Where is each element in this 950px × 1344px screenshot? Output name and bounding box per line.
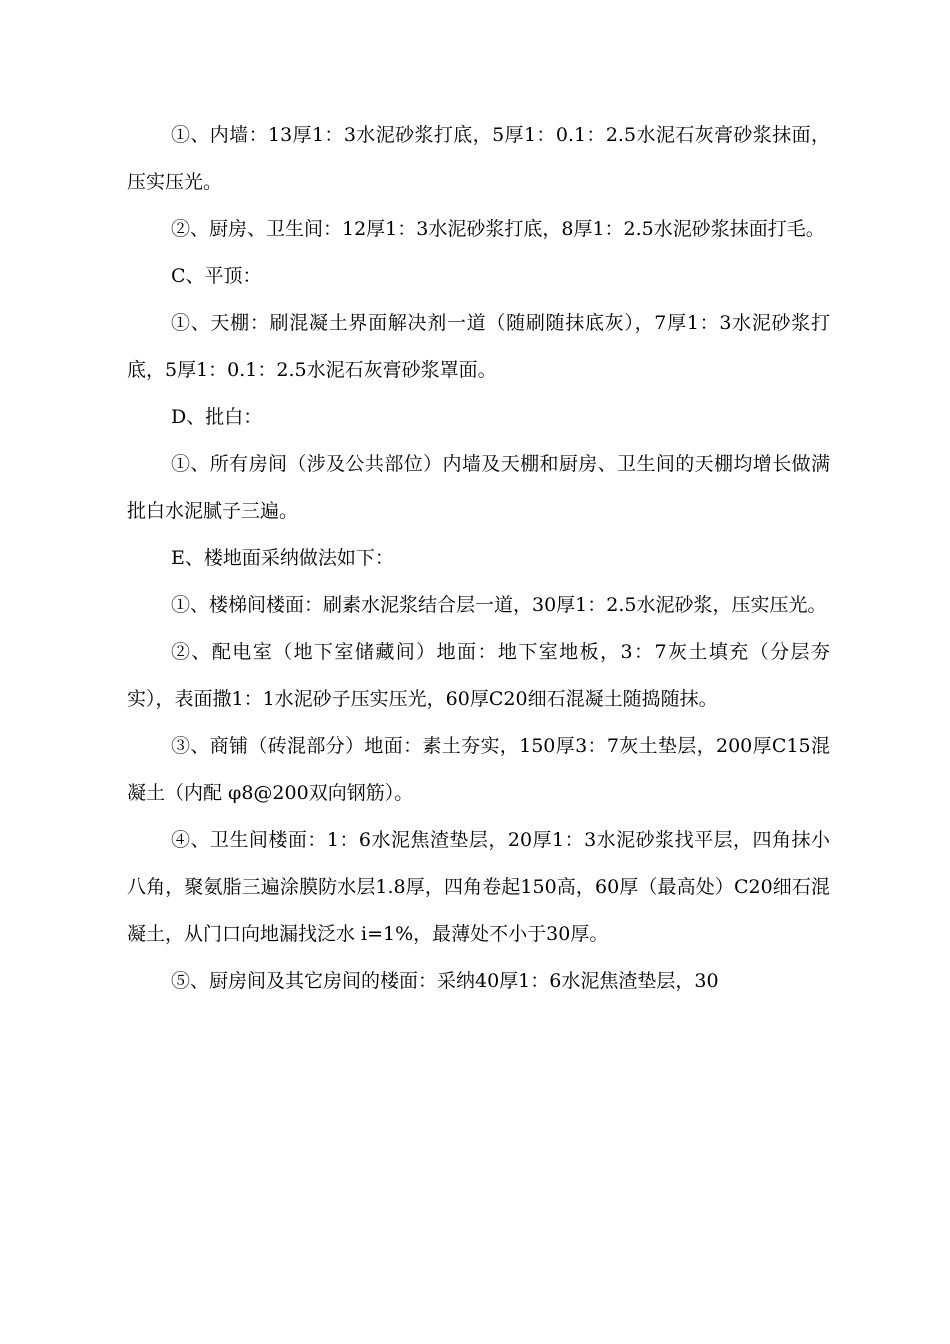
paragraph-stairwell-floor: ①、楼梯间楼面：刷素水泥浆结合层一道，30厚1：2.5水泥砂浆，压实压光。 <box>171 594 827 616</box>
paragraph-power-room-floor: ②、配电室（地下室储藏间）地面：地下室地板，3：7灰土填充（分层夯实），表面撒1：1水泥砂子压实压光，60厚C20细石混凝土随捣随抹。 <box>127 641 830 710</box>
paragraph-kitchen-floor: ⑤、厨房间及其它房间的楼面：采纳40厚1：6水泥焦渣垫层，30 <box>171 970 719 992</box>
section-heading-whitewash: D、批白： <box>171 406 263 428</box>
section-heading-floors: E、楼地面采纳做法如下： <box>171 547 394 569</box>
paragraph-bathroom-floor: ④、卫生间楼面：1：6水泥焦渣垫层，20厚1：3水泥砂浆找平层，四角抹小八角，聚氨脂三遍涂膜防水层1.8厚，四角卷起150高，60厚（最高处）C20细石混凝土，从门口向地漏找泛水 i=1%，最薄处不小于30厚。 <box>127 829 830 945</box>
section-heading-ceiling: C、平顶： <box>171 265 262 287</box>
paragraph-ceiling: ①、天棚：刷混凝土界面解决剂一道（随刷随抹底灰），7厚1：3水泥砂浆打底，5厚1：0.1：2.5水泥石灰膏砂浆罩面。 <box>127 312 830 381</box>
paragraph-kitchen-bathroom: ②、厨房、卫生间：12厚1：3水泥砂浆打底，8厚1：2.5水泥砂浆抹面打毛。 <box>171 218 825 240</box>
paragraph-shop-floor: ③、商铺（砖混部分）地面：素土夯实，150厚3：7灰土垫层，200厚C15混凝土（内配 φ8@200双向钢筋）。 <box>127 735 830 804</box>
paragraph-whitewash: ①、所有房间（涉及公共部位）内墙及天棚和厨房、卫生间的天棚均增长做满批白水泥腻子三遍。 <box>127 453 830 522</box>
document-body <box>127 112 830 1005</box>
paragraph-inner-wall: ①、内墙：13厚1：3水泥砂浆打底，5厚1：0.1：2.5水泥石灰膏砂浆抹面，压实压光。 <box>127 124 830 193</box>
